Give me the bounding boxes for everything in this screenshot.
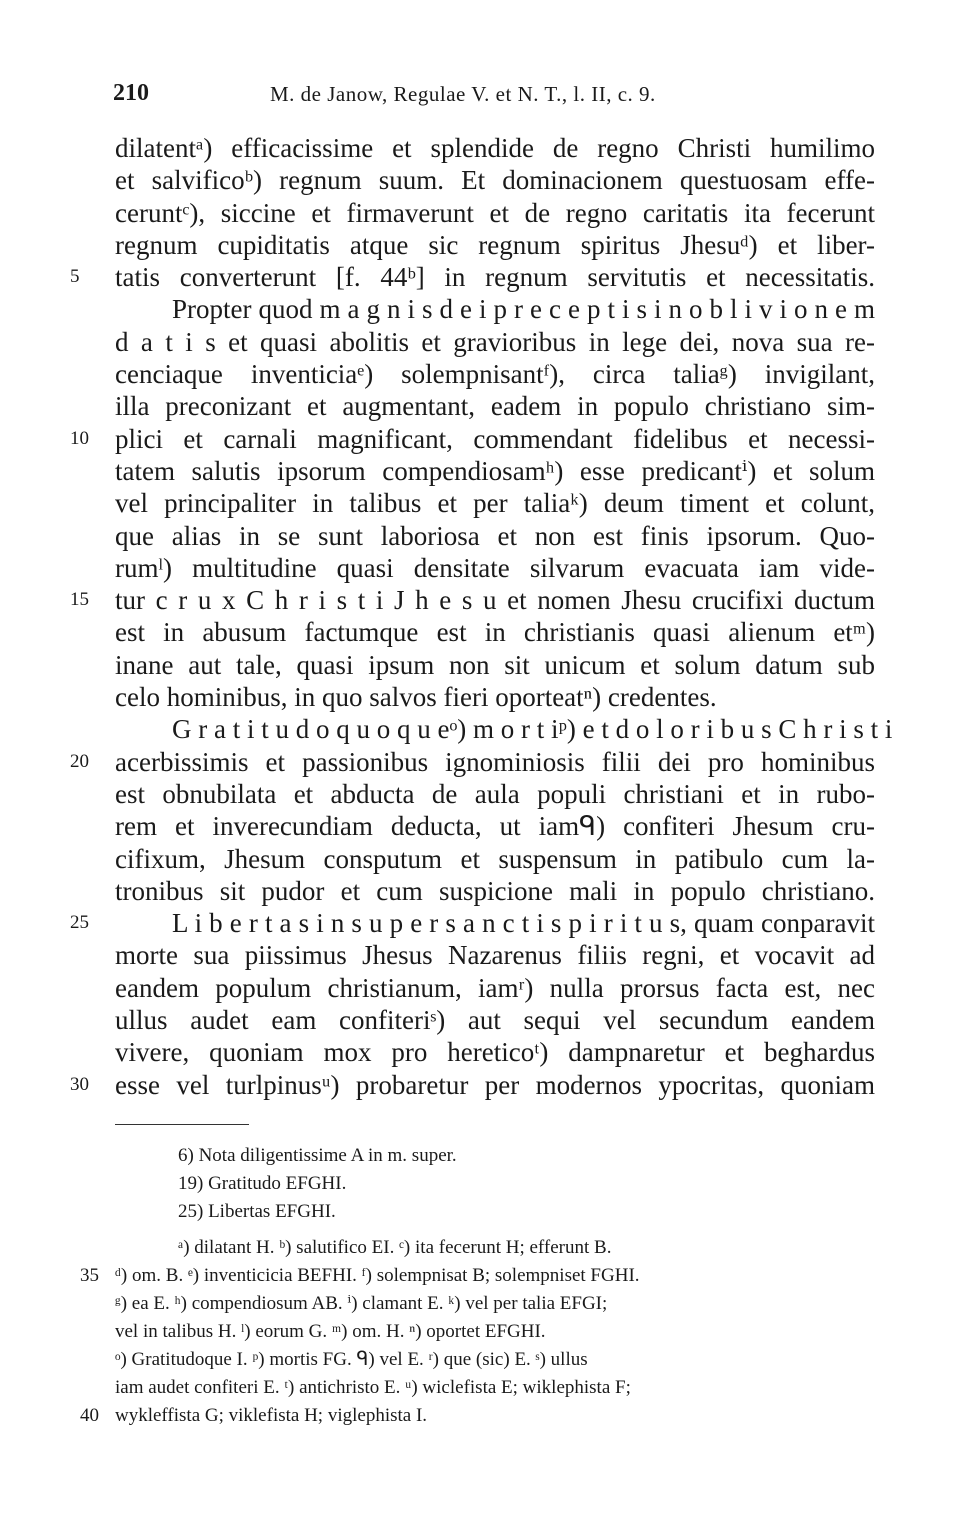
line-text: plici et carnali magnificant, commendant fidelibus et necessi- bbox=[115, 423, 875, 454]
line-text: cenciaque inventiciaᵉ) solempnisantᶠ), circa taliaᵍ) invigilant, bbox=[115, 359, 875, 390]
line-text: ullus audet eam confiteriˢ) aut sequi vel secundum eandem bbox=[115, 1005, 875, 1036]
footnote-line bbox=[0, 1198, 960, 1226]
text-line bbox=[0, 746, 960, 778]
line-number: 20 bbox=[70, 750, 89, 772]
text-line bbox=[0, 584, 960, 616]
footnote-line bbox=[0, 1346, 960, 1374]
page-header bbox=[0, 80, 960, 112]
footnote-text: ᵍ) ea E. ʰ) compendiosum AB. ⁱ) clamant E. ᵏ) vel per talia EFGI; bbox=[115, 1293, 608, 1314]
footnotes bbox=[0, 1142, 960, 1430]
footnote-text: 25) Libertas EFGHI. bbox=[178, 1201, 336, 1222]
text-line bbox=[0, 972, 960, 1004]
line-text: regnum cupiditatis atque sic regnum spiritus Jhesuᵈ) et liber- bbox=[115, 229, 875, 260]
text-line bbox=[0, 713, 960, 745]
line-text: esse vel turlpinusᵘ) probaretur per modernos ypocritas, quoniam bbox=[115, 1069, 875, 1100]
line-number: 40 bbox=[80, 1405, 99, 1426]
line-text: tatis converterunt [f. 44ᵇ] in regnum servitutis et necessitatis. bbox=[115, 262, 875, 293]
footnote-line bbox=[0, 1142, 960, 1170]
footnote-line bbox=[0, 1374, 960, 1402]
line-text: tur c r u x C h r i s t i J h e s u et nomen Jhesu crucifixi ductum bbox=[115, 585, 875, 616]
text-line bbox=[0, 164, 960, 196]
line-text: cifixum, Jhesum consputum et suspensum in patibulo cum la- bbox=[115, 843, 875, 874]
text-line bbox=[0, 423, 960, 455]
text-line bbox=[0, 1069, 960, 1101]
line-text: ceruntᶜ), siccine et firmaverunt et de regno caritatis ita fecerunt bbox=[115, 197, 875, 228]
text-line bbox=[0, 293, 960, 325]
text-line bbox=[0, 197, 960, 229]
text-line bbox=[0, 390, 960, 422]
line-text: et salvificoᵇ) regnum suum. Et dominacionem questuosam effe- bbox=[115, 165, 875, 196]
line-text: illa preconizant et augmentant, eadem in populo christiano sim- bbox=[115, 391, 875, 422]
line-text: rumˡ) multitudine quasi densitate silvarum evacuata iam vide- bbox=[115, 552, 875, 583]
line-text: rem et inverecundiam deducta, ut iamᑫ) confiteri Jhesum cru- bbox=[115, 811, 875, 842]
text-line bbox=[0, 358, 960, 390]
line-text: tronibus sit pudor et cum suspicione mali in populo christiano. bbox=[115, 875, 875, 906]
text-line bbox=[0, 520, 960, 552]
footnote-text: ᵒ) Gratitudoque I. ᵖ) mortis FG. ᑫ) vel E. ʳ) que (sic) E. ˢ) ullus bbox=[115, 1349, 588, 1370]
running-title: M. de Janow, Regulae V. et N. T., l. II, c. 9. bbox=[270, 82, 656, 106]
footnote-text: iam audet confiteri E. ᵗ) antichristo E. ᵘ) wiclefista E; wiklephista F; bbox=[115, 1377, 631, 1398]
line-text: est obnubilata et abducta de aula populi christiani et in rubo- bbox=[115, 778, 875, 809]
text-line bbox=[0, 1036, 960, 1068]
line-number: 25 bbox=[70, 912, 89, 934]
line-text: eandem populum christianum, iamʳ) nulla prorsus facta est, nec bbox=[115, 972, 875, 1003]
text-line bbox=[0, 487, 960, 519]
footnote-line bbox=[0, 1170, 960, 1198]
text-line bbox=[0, 875, 960, 907]
line-number: 10 bbox=[70, 427, 89, 449]
footnote-text: ᵃ) dilatant H. ᵇ) salutifico EI. ᶜ) ita fecerunt H; efferunt B. bbox=[178, 1237, 612, 1258]
text-line bbox=[0, 843, 960, 875]
line-text: est in abusum factumque est in christianis quasi alienum etᵐ) bbox=[115, 617, 875, 648]
text-line bbox=[0, 810, 960, 842]
footnote-line bbox=[0, 1290, 960, 1318]
text-line bbox=[0, 1004, 960, 1036]
footnote-text: 6) Nota diligentissime A in m. super. bbox=[178, 1145, 457, 1166]
line-text: vel principaliter in talibus et per taliaᵏ) deum timent et colunt, bbox=[115, 488, 875, 519]
line-text: d a t i s et quasi abolitis et gravioribus in lege dei, nova sua re- bbox=[115, 326, 875, 357]
line-text: dilatentᵃ) efficacissime et splendide de regno Christi humilimo bbox=[115, 133, 875, 163]
line-text: morte sua piissimus Jhesus Nazarenus filiis regni, et vocavit ad bbox=[115, 940, 875, 971]
line-text: Propter quod m a g n i s d e i p r e c e p t i s i n o b l i v i o n e m bbox=[172, 294, 875, 325]
text-line bbox=[0, 455, 960, 487]
line-text: vivere, quoniam mox pro hereticoᵗ) dampnaretur et beghardus bbox=[115, 1037, 875, 1068]
line-text: L i b e r t a s i n s u p e r s a n c t i s p i r i t u s, quam conparavit bbox=[172, 908, 875, 939]
text-line bbox=[0, 229, 960, 261]
text-line bbox=[0, 907, 960, 939]
page-number: 210 bbox=[113, 80, 149, 106]
line-number: 30 bbox=[70, 1073, 89, 1095]
line-text: celo hominibus, in quo salvos fieri oporteatⁿ) credentes. bbox=[115, 682, 717, 713]
footnote-line bbox=[0, 1402, 960, 1430]
main-text bbox=[0, 132, 960, 1101]
line-number: 15 bbox=[70, 589, 89, 611]
line-text: G r a t i t u d o q u o q u eᵒ) m o r t iᵖ) e t d o l o r i b u s C h r i s t i bbox=[172, 714, 893, 745]
text-line bbox=[0, 649, 960, 681]
footnote-text: wykleffista G; viklefista H; viglephista I. bbox=[115, 1405, 428, 1426]
line-text: inane aut tale, quasi ipsum non sit unicum et solum datum sub bbox=[115, 649, 875, 680]
text-line bbox=[0, 132, 960, 164]
footnote-separator bbox=[115, 1124, 249, 1125]
text-line bbox=[0, 939, 960, 971]
line-text: tatem salutis ipsorum compendiosamʰ) esse predicantⁱ) et solum bbox=[115, 455, 875, 486]
line-number: 35 bbox=[80, 1265, 99, 1286]
line-text: acerbissimis et passionibus ignominiosis filii dei pro hominibus bbox=[115, 746, 875, 777]
line-text: que alias in se sunt laboriosa et non est finis ipsorum. Quo- bbox=[115, 520, 875, 551]
footnote-line bbox=[0, 1318, 960, 1346]
text-line bbox=[0, 261, 960, 293]
footnote-line bbox=[0, 1262, 960, 1290]
text-line bbox=[0, 681, 960, 713]
footnote-line bbox=[0, 1234, 960, 1262]
line-number: 5 bbox=[70, 266, 80, 288]
footnote-text: ᵈ) om. B. ᵉ) inventicicia BEFHI. ᶠ) solempnisat B; solempniset FGHI. bbox=[115, 1265, 640, 1286]
text-line bbox=[0, 778, 960, 810]
footnote-text: 19) Gratitudo EFGHI. bbox=[178, 1173, 347, 1194]
text-line bbox=[0, 326, 960, 358]
text-line bbox=[0, 552, 960, 584]
text-line bbox=[0, 616, 960, 648]
footnote-text: vel in talibus H. ˡ) eorum G. ᵐ) om. H. ⁿ) oportet EFGHI. bbox=[115, 1321, 546, 1342]
